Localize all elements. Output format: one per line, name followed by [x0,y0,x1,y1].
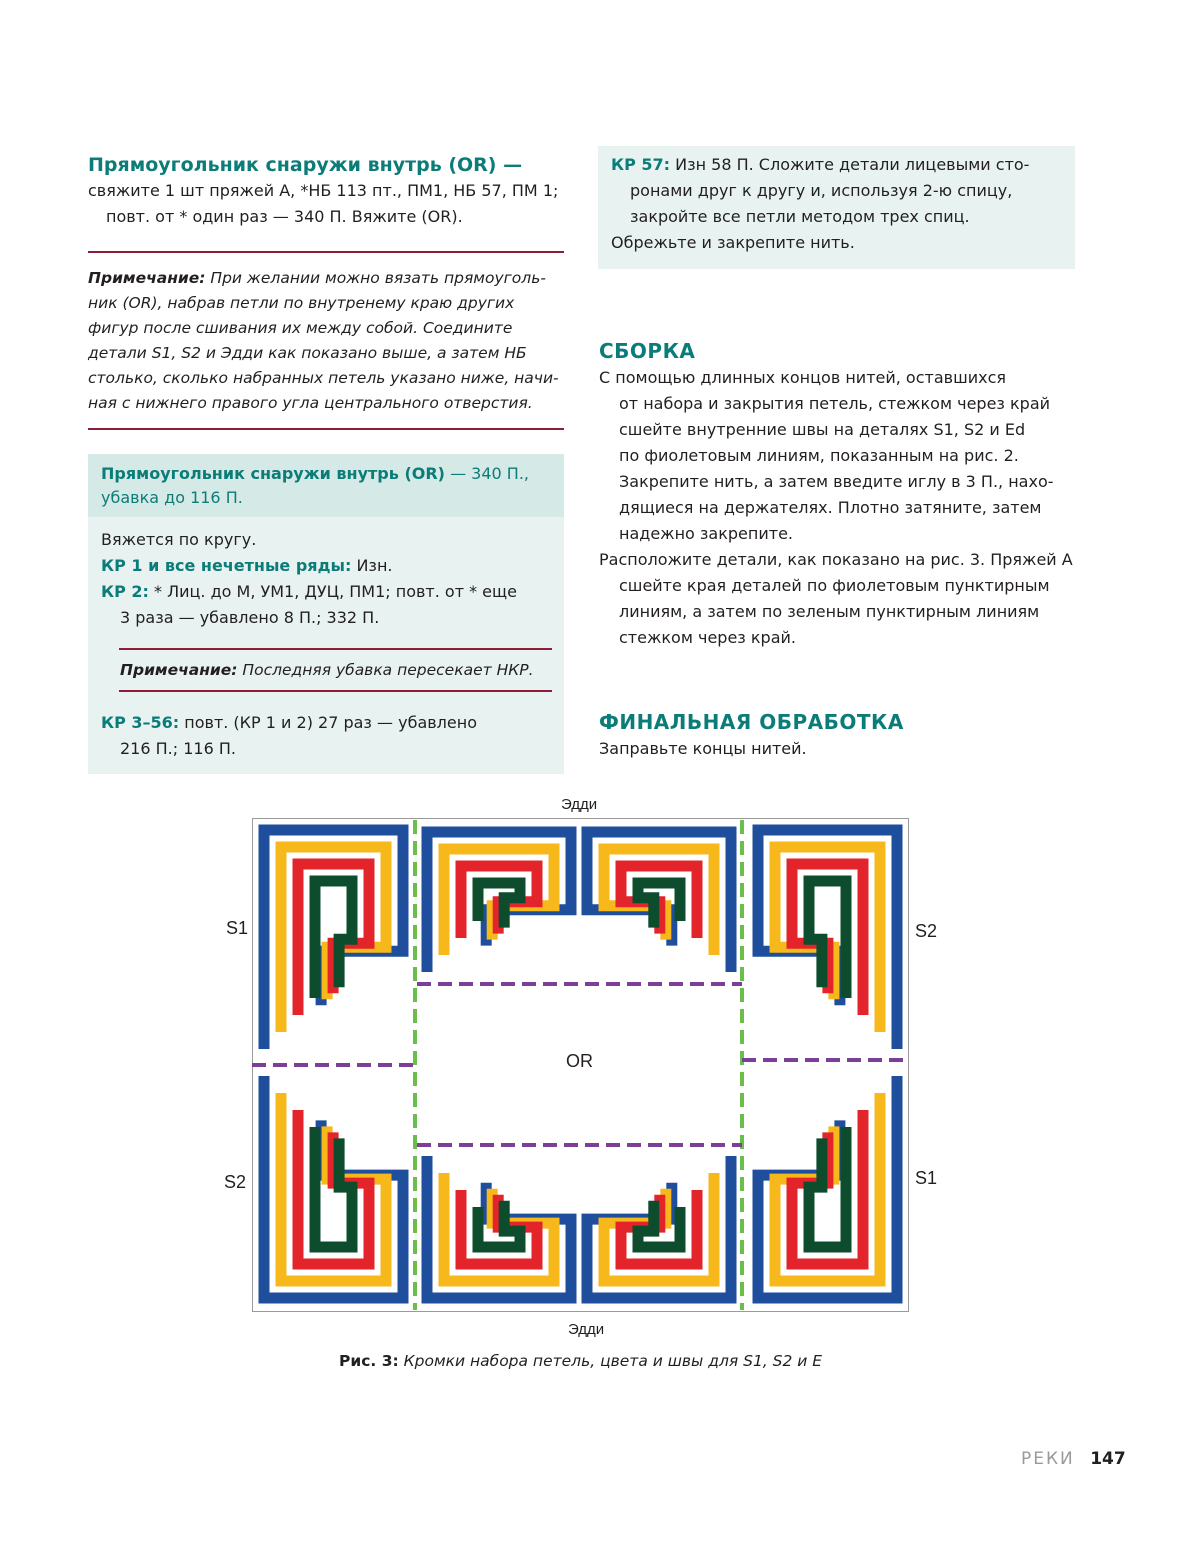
or-box-title: Прямоугольник снаружи внутрь (OR) [101,464,445,483]
row2-line2: 3 раза — убавлено 8 П.; 332 П. [120,608,380,627]
figure-label-right-top: S2 [915,921,938,941]
assembly-p1-line: надежно закрепите. [619,524,794,543]
assembly-title: СБОРКА [599,339,696,363]
row57-box [598,146,1075,269]
figure-label-right-bottom: S1 [915,1168,938,1188]
row57-line2: ронами друг к другу и, используя 2-ю спицу, [630,181,1013,200]
row2-label: КР 2: [101,582,149,601]
or-instructions-box [88,454,564,774]
figure-label-top: Эдди [561,796,598,813]
or-intro-line1: свяжите 1 шт пряжей А, *НБ 113 пт., ПМ1, НБ 57, ПМ 1; [88,181,559,200]
assembly-p1-line: С помощью длинных концов нитей, оставшихся [599,368,1006,387]
assembly-p2-line: стежком через край. [619,628,796,647]
figure-label-left-top: S1 [226,918,249,938]
divider [119,648,552,650]
finishing-title: ФИНАЛЬНАЯ ОБРАБОТКА [599,710,904,734]
assembly-p1-line: Закрепите нить, а затем введите иглу в 3 П., нахо- [619,472,1054,491]
note-1-line: ная с нижнего правого угла центрального отверстия. [88,394,533,412]
figure-label-center: OR [566,1051,593,1071]
divider [88,428,564,430]
note-1-line: фигур после сшивания их между собой. Соедините [88,319,513,337]
row3-line2: 216 П.; 116 П. [120,739,236,758]
finishing-section [599,708,1079,762]
or-intro-line2: повт. от * один раз — 340 П. Вяжите (OR). [106,207,463,226]
round-text: Вяжется по кругу. [101,530,257,549]
row57-label: КР 57: [611,155,671,174]
note-1-text: При желании можно вязать прямоуголь- [205,269,546,287]
divider [119,690,552,692]
or-box-body [88,517,564,631]
assembly-p1-line: по фиолетовым линиям, показанным на рис. 2. [619,446,1019,465]
figure-caption [339,1352,822,1370]
or-box-title-line2: убавка до 116 П. [101,488,243,507]
note-1-label: Примечание: [88,269,206,287]
or-intro [88,152,568,230]
footer-page: 147 [1090,1449,1126,1469]
or-intro-title: Прямоугольник снаружи внутрь (OR) — [88,154,523,176]
row3-label: КР 3–56: [101,713,180,732]
box-note-text: Последняя убавка пересекает НКР. [237,661,534,679]
row57-line3: закройте все петли методом трех спиц. [630,207,970,226]
note-1-line: ник (OR), набрав петли по внутренему краю других [88,294,515,312]
box-note [120,658,534,683]
assembly-p1-line: дящиеся на держателях. Плотно затяните, затем [619,498,1042,517]
assembly-section [599,337,1079,651]
divider [88,251,564,253]
row57-line4: Обрежьте и закрепите нить. [611,233,855,252]
or-box-title-rest: — 340 П., [445,464,529,483]
row1-text: Изн. [351,556,393,575]
caption-text: Кромки набора петель, цвета и швы для S1, S2 и E [398,1352,823,1370]
box-note-label: Примечание: [120,661,238,679]
assembly-p2-line: сшейте края деталей по фиолетовым пунктирным [619,576,1050,595]
assembly-p2-line: Расположите детали, как показано на рис. 3. Пряжей А [599,550,1073,569]
note-1-line: детали S1, S2 и Эдди как показано выше, а затем НБ [88,344,527,362]
note-1 [88,266,568,416]
assembly-p1-line: сшейте внутренние швы на деталях S1, S2 и Ed [619,420,1026,439]
footer [1021,1449,1126,1469]
figure-label-bottom: Эдди [568,1321,605,1338]
row57-text: Изн 58 П. Сложите детали лицевыми сто- [670,155,1030,174]
assembly-p2-line: линиям, а затем по зеленым пунктирным линиям [619,602,1040,621]
caption-label: Рис. 3: [339,1352,399,1370]
note-1-line: столько, сколько набранных петель указано ниже, начи- [88,369,559,387]
figure-label-left-bottom: S2 [224,1172,247,1192]
footer-section: РЕКИ [1021,1449,1075,1469]
row2-text: * Лиц. до М, УМ1, ДУЦ, ПМ1; повт. от * еще [148,582,517,601]
row3-block [101,710,477,762]
finishing-text: Заправьте концы нитей. [599,739,807,758]
row3-text: повт. (КР 1 и 2) 27 раз — убавлено [179,713,477,732]
or-box-header [88,454,564,517]
assembly-p1-line: от набора и закрытия петель, стежком через край [619,394,1051,413]
row1-label: КР 1 и все нечетные ряды: [101,556,352,575]
